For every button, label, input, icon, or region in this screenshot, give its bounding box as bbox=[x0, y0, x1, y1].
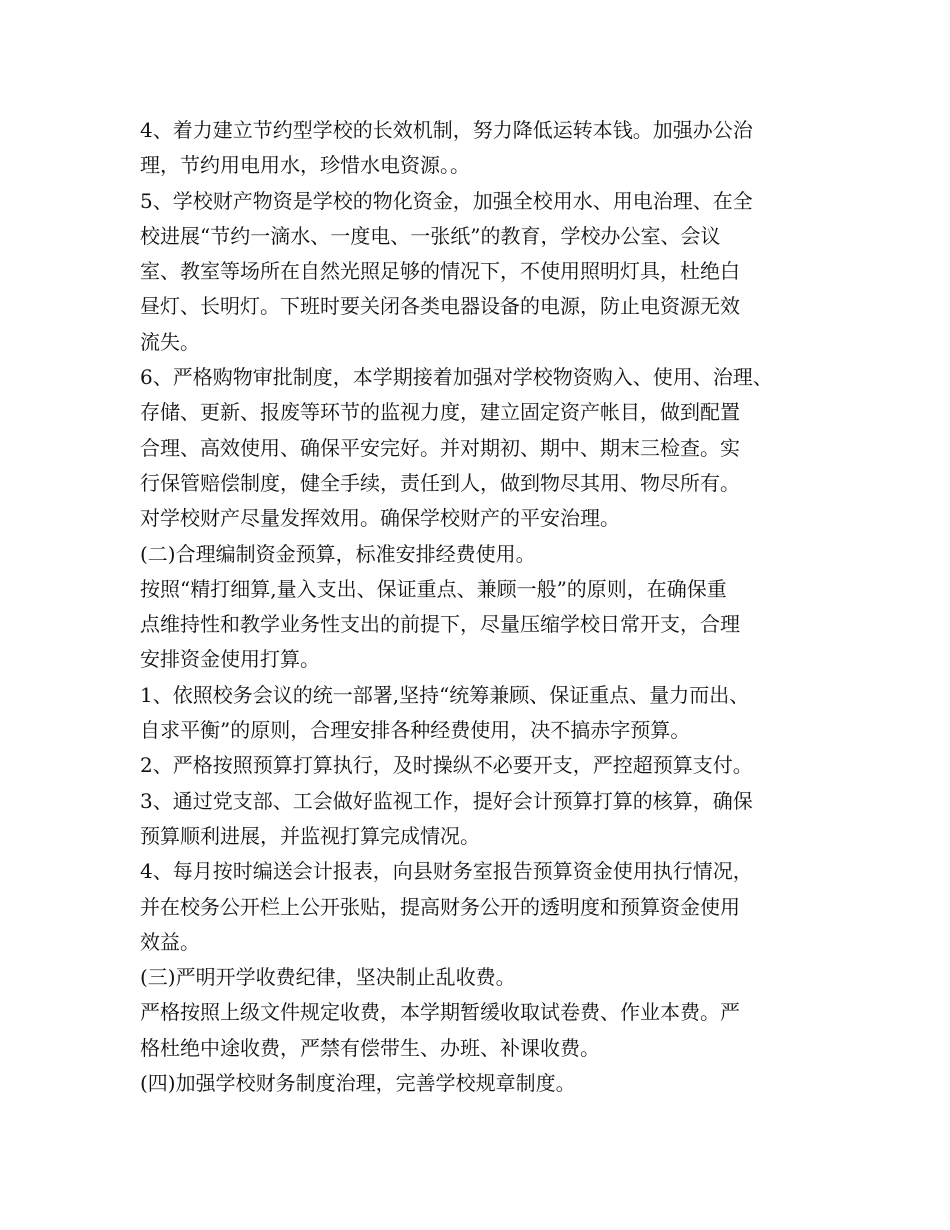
text-line: 1、依照校务会议的统一部署,坚持“统筹兼顾、保证重点、量力而出、 bbox=[140, 682, 750, 707]
text-line: 严格按照上级文件规定收费，本学期暂缓收取试卷费、作业本费。严 bbox=[140, 1000, 740, 1025]
text-line: 4、着力建立节约型学校的长效机制，努力降低运转本钱。加强办公治 bbox=[140, 118, 753, 142]
document-body bbox=[140, 113, 830, 1101]
text-line: 理，节约用电用水，珍惜水电资源。。 bbox=[140, 153, 470, 178]
section-heading: (三)严明开学收费纪律，坚决制止乱收费。 bbox=[140, 965, 516, 990]
text-line: 合理、高效使用、确保平安完好。并对期初、期中、期末三检查。实 bbox=[140, 435, 740, 460]
text-line: 格杜绝中途收费，严禁有偿带生、办班、补课收费。 bbox=[140, 1035, 600, 1060]
text-line: 行保管赔偿制度，健全手续，责任到人，做到物尽其用、物尽所有。 bbox=[140, 470, 740, 495]
text-line: 3、通过党支部、工会做好监视工作，提好会计预算打算的核算，确保 bbox=[140, 788, 753, 813]
text-line: 并在校务公开栏上公开张贴，提高财务公开的透明度和预算资金使用 bbox=[140, 894, 740, 919]
text-line: 预算顺利进展，并监视打算完成情况。 bbox=[140, 823, 480, 848]
text-line: 效益。 bbox=[140, 929, 200, 954]
text-line: 室、教室等场所在自然光照足够的情况下，不使用照明灯具，杜绝白 bbox=[140, 259, 740, 284]
text-line: 4、每月按时编送会计报表，向县财务室报告预算资金使用执行情况， bbox=[140, 859, 753, 884]
text-line: 5、学校财产物资是学校的物化资金，加强全校用水、用电治理、在全 bbox=[140, 188, 753, 213]
text-line: 对学校财产尽量发挥效用。确保学校财产的平安治理。 bbox=[140, 506, 620, 531]
text-line: 流失。 bbox=[140, 329, 200, 354]
text-line: 6、严格购物审批制度，本学期接着加强对学校物资购入、使用、治理、 bbox=[140, 365, 773, 390]
text-line: 按照“精打细算,量入支出、保证重点、兼顾一般”的原则，在确保重 bbox=[140, 576, 727, 601]
text-line: 2、严格按照预算打算执行，及时操纵不必要开支，严控超预算支付。 bbox=[140, 753, 753, 778]
text-line: 昼灯、长明灯。下班时要关闭各类电器设备的电源，防止电资源无效 bbox=[140, 294, 740, 319]
section-heading: (四)加强学校财务制度治理，完善学校规章制度。 bbox=[140, 1071, 576, 1096]
text-line: 校进展“节约一滴水、一度电、一张纸”的教育，学校办公室、会议 bbox=[140, 223, 721, 248]
section-heading: (二)合理编制资金预算，标准安排经费使用。 bbox=[140, 541, 536, 566]
text-line: 点维持性和教学业务性支出的前提下，尽量压缩学校日常开支，合理 bbox=[140, 612, 740, 637]
text-line: 存储、更新、报废等环节的监视力度，建立固定资产帐目，做到配置 bbox=[140, 400, 740, 425]
text-line: 自求平衡”的原则，合理安排各种经费使用，决不搞赤字预算。 bbox=[140, 718, 691, 743]
text-line: 安排资金使用打算。 bbox=[140, 647, 320, 672]
